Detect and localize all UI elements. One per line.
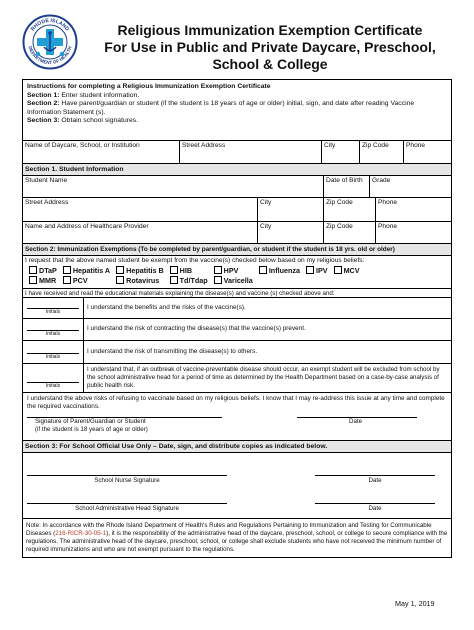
school-info-row xyxy=(23,140,451,163)
checkbox[interactable] xyxy=(63,266,71,274)
vaccine-option-td-tdap[interactable] xyxy=(170,276,208,285)
vaccine-option-pcv[interactable] xyxy=(63,276,110,285)
student-street-field[interactable]: Street Address xyxy=(25,199,69,206)
parent-signature-line-area xyxy=(27,411,447,431)
vaccine-option-hepatitis-a[interactable] xyxy=(63,266,110,275)
vaccine-option-hpv[interactable] xyxy=(214,266,253,275)
instruction-section-1: Section 1: Enter student information. xyxy=(27,91,140,99)
regulation-link[interactable]: 216-RICR-30-05-1 xyxy=(55,529,107,537)
exemption-request-text: I request that the above named student be exempt from the vaccine(s) checked below based on my religious beliefs: xyxy=(23,255,451,264)
admin-signature-line[interactable] xyxy=(27,503,227,504)
checkbox[interactable] xyxy=(214,266,222,274)
instructions-heading: Instructions for completing a Religious Immunization Exemption Certificate xyxy=(27,83,271,90)
certificate-title xyxy=(90,22,450,73)
title-line-2: For Use in Public and Private Daycare, Preschool, xyxy=(104,39,436,55)
section-3-heading: Section 3: For School Official Use Only – Date, sign, and distribute copies as indicated below. xyxy=(23,440,451,452)
checkbox[interactable] xyxy=(63,276,71,284)
checkbox[interactable] xyxy=(170,266,178,274)
initials-row-4 xyxy=(23,363,451,392)
rhode-island-health-logo xyxy=(22,14,78,70)
vaccine-label: Hepatitis A xyxy=(72,266,111,275)
statement-2: I understand the risk of contracting the disease(s) that the vaccine(s) prevent. xyxy=(87,325,306,333)
school-phone-field[interactable]: Phone xyxy=(403,141,451,163)
school-signatures-block xyxy=(23,452,451,518)
logo-bottom-text: DEPARTMENT OF HEALTH xyxy=(27,45,73,66)
statement-1: I understand the benefits and the risks of the vaccine(s). xyxy=(87,303,246,311)
vaccine-label: PCV xyxy=(72,276,88,286)
vaccine-label: Influenza xyxy=(268,266,300,275)
instruction-section-2: Section 2: Have parent/guardian or student (if the student is 18 years of age or older) initial, sign, and date after reading Vaccine Information Statement (s). xyxy=(27,100,415,116)
vaccine-label: Rotavirus xyxy=(126,276,160,286)
vaccine-label: HIB xyxy=(179,266,193,275)
vaccine-label: MMR xyxy=(39,276,57,286)
admin-date-line[interactable] xyxy=(315,503,435,504)
checkbox[interactable] xyxy=(29,276,37,284)
vaccine-label: Varicella xyxy=(223,276,253,286)
checkbox[interactable] xyxy=(116,266,124,274)
checkbox[interactable] xyxy=(259,266,267,274)
school-zip-field[interactable]: Zip Code xyxy=(359,141,403,163)
vaccine-label: DTaP xyxy=(39,266,57,275)
checkbox[interactable] xyxy=(170,276,178,284)
initials-field-4[interactable]: Initials xyxy=(23,364,84,392)
student-zip-field[interactable]: Zip Code xyxy=(323,198,375,221)
vaccine-option-hepatitis-b[interactable] xyxy=(116,266,164,275)
vaccine-checklist xyxy=(23,264,451,288)
section-2-heading: Section 2: Immunization Exemptions (To be completed by parent/guardian, or student if the student is 18 yrs. old or older) xyxy=(23,243,451,255)
title-line-1: Religious Immunization Exemption Certificate xyxy=(117,22,423,38)
vaccine-option-mmr[interactable] xyxy=(29,276,57,285)
student-name-field[interactable]: Student Name xyxy=(25,177,68,184)
parent-signature-label: Signature of Parent/Guardian or Student (if the student is 18 years of age or older) xyxy=(35,418,148,433)
initials-row-2 xyxy=(23,318,451,340)
school-city-field[interactable]: City xyxy=(321,141,359,163)
nurse-date-label: Date xyxy=(368,476,382,484)
initials-field-2[interactable]: Initials xyxy=(23,319,84,340)
logo-seal xyxy=(22,14,78,70)
admin-date-label: Date xyxy=(368,504,382,512)
checkbox[interactable] xyxy=(116,276,124,284)
nurse-signature-label: School Nurse Signature xyxy=(94,476,160,484)
initials-row-3 xyxy=(23,340,451,363)
checkbox[interactable] xyxy=(306,266,314,274)
vaccine-option-rotavirus[interactable] xyxy=(116,276,164,285)
school-name-field[interactable]: Name of Daycare, School, or Institution xyxy=(25,142,140,149)
vaccine-option-influenza[interactable] xyxy=(259,266,300,275)
initials-field-3[interactable]: Initials xyxy=(23,341,84,363)
provider-zip-field[interactable]: Zip Code xyxy=(323,222,375,243)
student-city-field[interactable]: City xyxy=(257,198,323,221)
provider-phone-field[interactable]: Phone xyxy=(375,222,451,243)
provider-field[interactable]: Name and Address of Healthcare Provider xyxy=(25,223,149,230)
statement-3: I understand the risk of transmitting the disease(s) to others. xyxy=(87,347,258,355)
vaccine-option-hib[interactable] xyxy=(170,266,208,275)
instructions-block xyxy=(23,80,451,140)
checkbox[interactable] xyxy=(29,266,37,274)
nurse-date-line[interactable] xyxy=(315,475,435,476)
received-materials-text: I have received and read the educational materials explaining the disease(s) and vaccine (s) checked above and: xyxy=(23,288,451,297)
school-street-field[interactable]: Street Address xyxy=(179,141,321,163)
logo-top-text: RHODE ISLAND xyxy=(29,17,71,33)
vaccine-option-dtap[interactable] xyxy=(29,266,57,275)
nurse-signature-line[interactable] xyxy=(27,475,227,476)
student-address-row xyxy=(23,197,451,221)
revision-date: May 1, 2019 xyxy=(395,599,435,608)
understand-risks-text: I understand the above risks of refusing to vaccinate based on my religious beliefs. I know that I may re-address this issue at any time and complete the required vaccinations. xyxy=(27,394,445,411)
vaccine-label: HPV xyxy=(223,266,239,275)
admin-signature-label: School Administrative Head Signature xyxy=(75,504,179,512)
parent-signature-block xyxy=(23,392,451,440)
vaccine-label: Td/Tdap xyxy=(179,276,208,286)
provider-row xyxy=(23,221,451,243)
student-phone-field[interactable]: Phone xyxy=(375,198,451,221)
section-1-heading: Section 1. Student Information xyxy=(23,163,451,175)
vaccine-label: Hepatitis B xyxy=(126,266,164,275)
initials-field-1[interactable]: Initials xyxy=(23,298,84,318)
parent-date-label: Date xyxy=(349,418,363,426)
vaccine-label: IPV xyxy=(315,266,328,275)
exemption-form xyxy=(22,79,452,558)
vaccine-option-varicella[interactable] xyxy=(214,276,253,285)
checkbox[interactable] xyxy=(214,276,222,284)
instruction-section-3: Section 3: Obtain school signatures. xyxy=(27,117,139,125)
regulation-note: Note: In accordance with the Rhode Island Department of Health's Rules and Regulations Pertaining to Immunization and Testing for Communicable Diseases (216-RICR-30-05-1), it is the responsibility of the administrative head of the daycare, preschool, school, or college to secure compliance with the regulations. The administrative head of the daycare, preschool, school, or college shall exclude students who have not received the minimum number of required immunizations and who are not exempt pursuant to the regulations. xyxy=(23,518,451,557)
student-name-row xyxy=(23,175,451,197)
initials-row-1 xyxy=(23,297,451,318)
grade-field[interactable]: Grade xyxy=(369,176,451,197)
vaccine-option-ipv[interactable] xyxy=(306,266,328,275)
statement-4: I understand that, if an outbreak of vaccine-preventable disease should occur, an exempt student will be excluded from school by the school administrative head for a period of time as determined by the Health Department based on a case-by-case analysis of public health risk. xyxy=(87,366,440,389)
checkbox[interactable] xyxy=(334,266,342,274)
dob-field[interactable]: Date of Birth xyxy=(323,176,369,197)
vaccine-label: MCV xyxy=(343,266,360,275)
vaccine-option-mcv[interactable] xyxy=(334,266,360,275)
title-line-3: School & College xyxy=(212,56,328,72)
provider-city-field[interactable]: City xyxy=(257,222,323,243)
